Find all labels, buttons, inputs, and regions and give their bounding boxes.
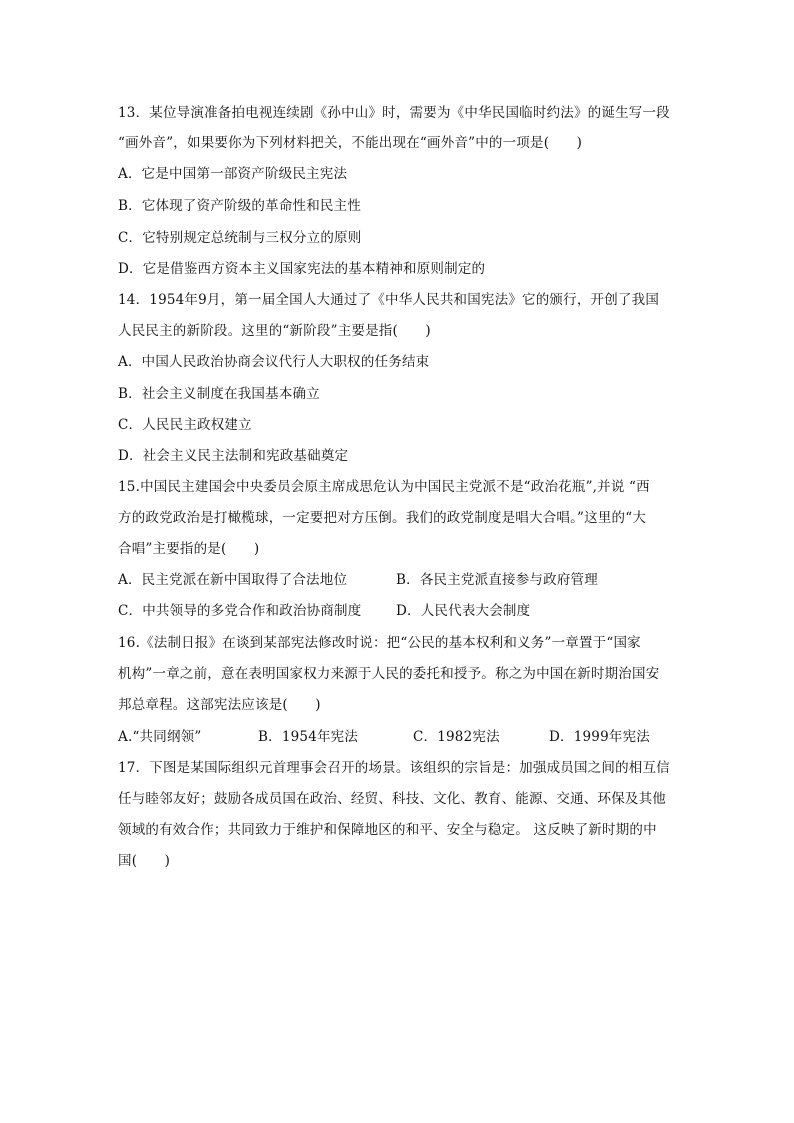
q17-stem-line3: 领域的有效合作；共同致力于维护和保障地区的和平、安全与稳定。 这反映了新时期的中 <box>118 822 657 838</box>
q14-option-c: C．人民民主政权建立 <box>118 417 252 433</box>
q15-option-c: C．中共领导的多党合作和政治协商制度 <box>118 603 362 619</box>
q15-options-row2 <box>118 601 678 621</box>
q13-option-b: B．它体现了资产阶级的革命性和民主性 <box>118 198 362 214</box>
q16-option-a: A.“共同纲领” <box>118 729 202 745</box>
q16-option-b: B．1954年宪法 <box>258 729 359 745</box>
q15-option-a: A．民主党派在新中国取得了合法地位 <box>118 572 348 588</box>
q17-stem-line4: 国( ) <box>118 853 171 869</box>
q16-options-row <box>118 727 678 747</box>
q14-stem-line1: 14．1954年9月，第一届全国人大通过了《中华人民共和国宪法》它的颁行，开创了我国 <box>118 292 660 308</box>
q13-option-a: A．它是中国第一部资产阶级民主宪法 <box>118 166 348 182</box>
q14-option-d: D．社会主义民主法制和宪政基础奠定 <box>118 448 349 464</box>
q16-stem-line3: 邦总章程。这部宪法应该是( ) <box>118 697 321 713</box>
q15-option-b: B．各民主党派直接参与政府管理 <box>396 572 598 588</box>
q17-stem-line1: 17．下图是某国际组织元首理事会召开的场景。该组织的宗旨是：加强成员国之间的相互信 <box>118 760 670 776</box>
q15-option-d: D．人民代表大会制度 <box>396 603 531 619</box>
q13-stem-line1: 13．某位导演准备拍电视连续剧《孙中山》时，需要为《中华民国临时约法》的诞生写一段 <box>118 105 670 121</box>
q16-option-c: C．1982宪法 <box>413 729 500 745</box>
q15-options-row1 <box>118 570 678 590</box>
q14-stem-line2: 人民民主的新阶段。这里的“新阶段”主要是指( ) <box>118 323 431 339</box>
q15-stem-line2: 方的政党政治是打橄榄球，一定要把对方压倒。我们的政党制度是唱大合唱。”这里的“大 <box>118 510 647 526</box>
q15-stem-line1: 15.中国民主建国会中央委员会原主席成思危认为中国民主党派不是“政治花瓶”,并说 “西 <box>118 479 650 495</box>
q13-stem-line2: “画外音”，如果要你为下列材料把关，不能出现在“画外音”中的一项是( ) <box>118 135 583 151</box>
q16-stem-line1: 16.《法制日报》在谈到某部宪法修改时说：把“公民的基本权利和义务”一章置于“国家 <box>118 635 641 651</box>
q13-option-d: D．它是借鉴西方资本主义国家宪法的基本精神和原则制定的 <box>118 261 486 277</box>
q17-stem-line2: 任与睦邻友好；鼓励各成员国在政治、经贸、科技、文化、教育、能源、交通、环保及其他 <box>118 791 666 807</box>
q16-option-d: D．1999年宪法 <box>549 729 650 745</box>
q14-option-b: B．社会主义制度在我国基本确立 <box>118 386 320 402</box>
q15-stem-line3: 合唱”主要指的是( ) <box>118 541 260 557</box>
q14-option-a: A．中国人民政治协商会议代行人大职权的任务结束 <box>118 354 430 370</box>
q16-stem-line2: 机构”一章之前，意在表明国家权力来源于人民的委托和授予。称之为中国在新时期治国安 <box>118 666 660 682</box>
q13-option-c: C．它特别规定总统制与三权分立的原则 <box>118 230 362 246</box>
